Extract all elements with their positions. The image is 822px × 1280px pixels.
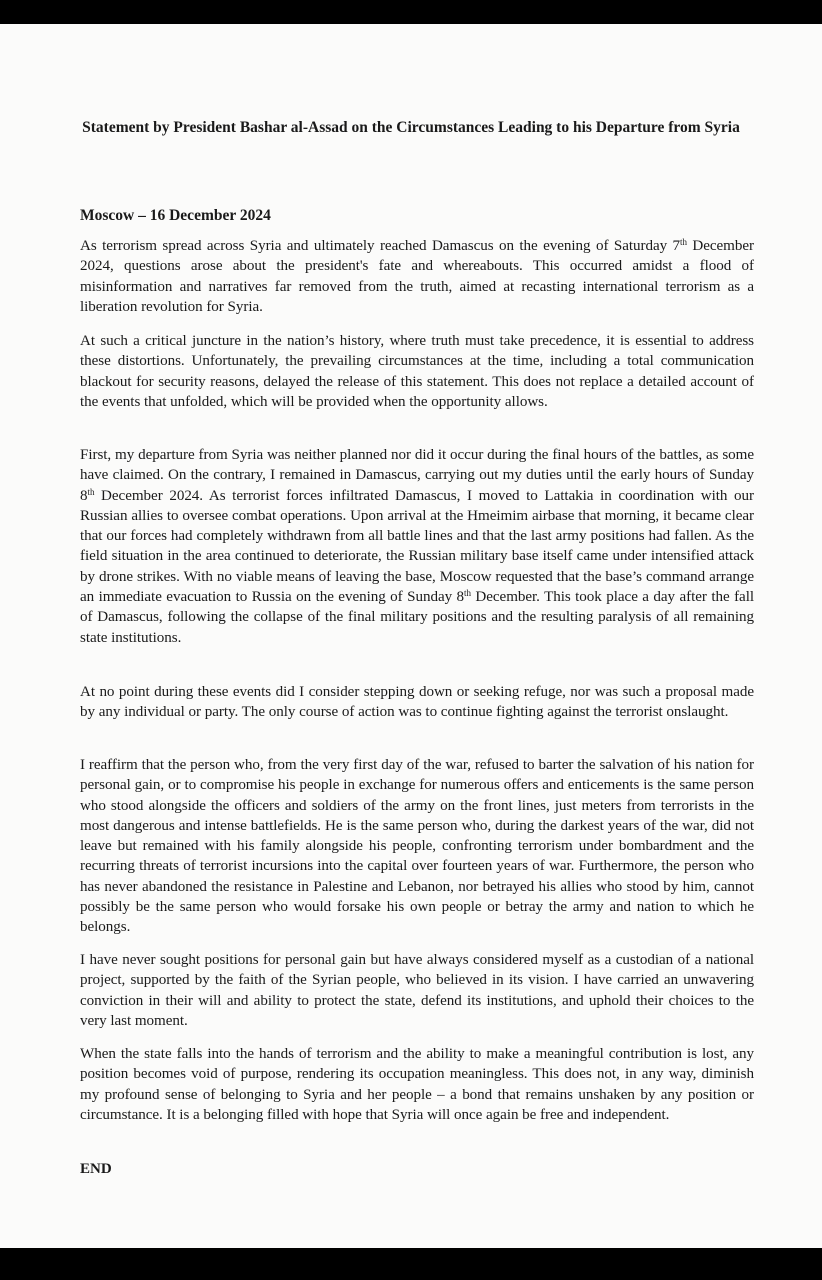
- paragraph-3-text-a: First, my departure from Syria was neither planned nor did it occur during the final hours of the battles, as some have claimed. On the contrary, I remained in Damascus, carrying out my duties until the early hours of Sunday 8: [80, 447, 754, 504]
- ordinal-suffix: th: [680, 237, 687, 247]
- paragraph-1-text-b: December 2024, questions arose about the president's fate and whereabouts. This occurred amidst a flood of misinformation and narratives far removed from the truth, aimed at recasting international terrorism as a liberation revolution for Syria.: [80, 238, 754, 315]
- paragraph-3: [80, 445, 754, 648]
- paragraph-3-text-c: December. This took place a day after the fall of Damascus, following the collapse of the final military positions and the resulting paralysis of all remaining state institutions.: [80, 589, 754, 646]
- dateline: Moscow – 16 December 2024: [80, 207, 271, 224]
- paragraph-7: When the state falls into the hands of terrorism and the ability to make a meaningful contribution is lost, any position becomes void of purpose, rendering its occupation meaningless. This does not, in any way, diminish my profound sense of belonging to Syria and her people – a bond that remains unshaken by any position or circumstance. It is a belonging filled with hope that Syria will once again be free and independent.: [80, 1046, 754, 1123]
- document-title: Statement by President Bashar al-Assad on the Circumstances Leading to his Departure from Syria: [82, 119, 740, 136]
- end-marker: END: [80, 1161, 112, 1177]
- top-black-bar: [0, 0, 822, 24]
- paragraph-5: I reaffirm that the person who, from the very first day of the war, refused to barter the salvation of his nation for personal gain, or to compromise his people in exchange for numerous offers and enticements is the same person who stood alongside the officers and soldiers of the army on the front lines, just meters from terrorists in the most dangerous and intense battlefields. He is the same person who, during the darkest years of the war, did not leave but remained with his family alongside his people, confronting terrorism under bombardment and the recurring threats of terrorist incursions into the capital over fourteen years of war. Furthermore, the person who has never abandoned the resistance in Palestine and Lebanon, nor betrayed his allies who stood by him, cannot possibly be the same person who would forsake his own people or betray the army and nation to which he belongs.: [80, 757, 754, 936]
- document-page: [0, 24, 822, 1248]
- ordinal-suffix: th: [464, 588, 471, 599]
- paragraph-6: I have never sought positions for personal gain but have always considered myself as a custodian of a national project, supported by the faith of the Syrian people, who believed in its vision. I have carried an unwavering conviction in their will and ability to protect the state, defend its institutions, and uphold their choices to the very last moment.: [80, 952, 754, 1029]
- paragraph-1-text-a: As terrorism spread across Syria and ultimately reached Damascus on the evening of Saturday 7: [80, 238, 681, 254]
- paragraph-4: At no point during these events did I consider stepping down or seeking refuge, nor was such a proposal made by any individual or party. The only course of action was to continue fighting against the terrorist onslaught.: [80, 684, 754, 721]
- bottom-black-bar: [0, 1248, 822, 1280]
- paragraph-2: At such a critical juncture in the nation’s history, where truth must take precedence, it is essential to address these distortions. Unfortunately, the prevailing circumstances at the time, including a total communication blackout for security reasons, delayed the release of this statement. This does not replace a detailed account of the events that unfolded, which will be provided when the opportunity allows.: [80, 333, 754, 410]
- paragraph-1: [80, 236, 754, 317]
- paragraph-3-text-b: December 2024. As terrorist forces infiltrated Damascus, I moved to Lattakia in coordination with our Russian allies to oversee combat operations. Upon arrival at the Hmeimim airbase that morning, it became clear that our forces had completely withdrawn from all battle lines and that the last army positions had fallen. As the field situation in the area continued to deteriorate, the Russian military base itself came under intensified attack by drone strikes. With no viable means of leaving the base, Moscow requested that the base’s command arrange an immediate evacuation to Russia on the evening of Sunday 8: [80, 487, 754, 606]
- ordinal-suffix: th: [87, 486, 95, 497]
